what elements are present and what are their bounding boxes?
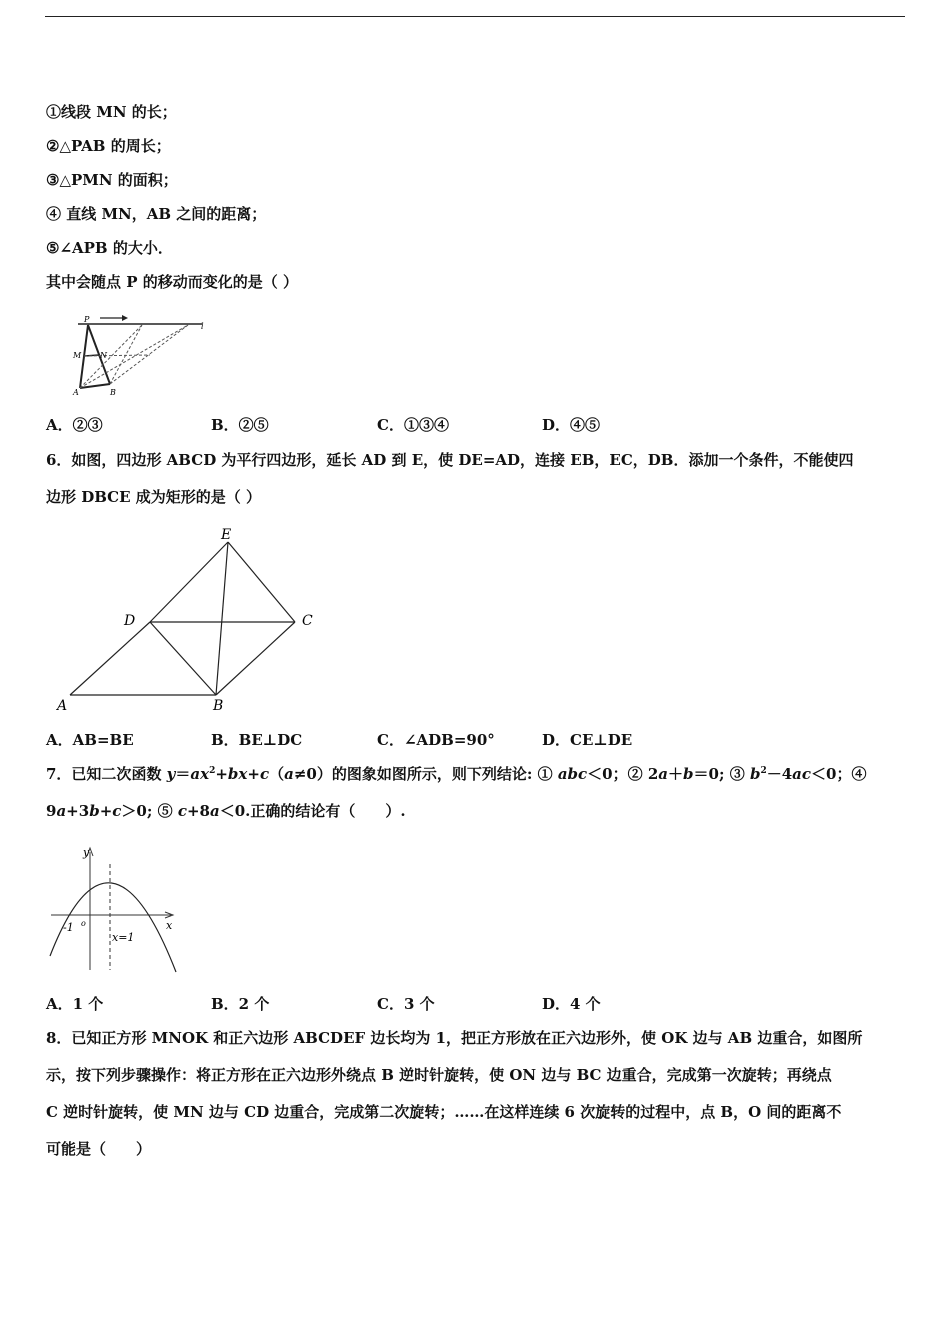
q5-option-d[interactable]: D．④⑤ xyxy=(542,416,601,434)
q7-l1-s13: abc xyxy=(557,765,588,783)
q7-label-axis: x=1 xyxy=(112,931,135,944)
q7-l2-s4: b xyxy=(89,802,100,820)
q8-line-2: 示，按下列步骤操作：将正方形在正六边形外绕点 B 逆时针旋转，使 ON 边与 BC 边重合，完成第一次旋转；再绕点 xyxy=(46,1066,832,1084)
q7-figure xyxy=(45,842,185,974)
q8-line-4: 可能是（ ） xyxy=(46,1140,152,1158)
q7-l1-s17: b xyxy=(683,765,694,783)
q7-l2-s1: 9 xyxy=(46,802,57,820)
q7-l1-s10: （ xyxy=(269,765,285,783)
q6-label-c: C xyxy=(302,613,313,629)
q7-option-b[interactable]: B．2 个 xyxy=(211,995,270,1013)
q7-l2-s2: a xyxy=(56,802,67,820)
q7-l1-s16: ＋ xyxy=(668,765,684,783)
q6-option-b[interactable]: B．BE⊥DC xyxy=(211,731,303,749)
header-rule xyxy=(45,16,905,17)
q7-label-x: x xyxy=(166,919,173,932)
q7-l1-s18: ＝0; ③ xyxy=(693,765,750,783)
q6-option-d[interactable]: D．CE⊥DE xyxy=(542,731,633,749)
q8-line-1: 8．已知正方形 MNOK 和正六边形 ABCDEF 边长均为 1，把正方形放在正六边形外，使 OK 边与 AB 边重合，如图所 xyxy=(46,1029,863,1047)
q5-item-4: ④ 直线 MN，AB 之间的距离； xyxy=(46,205,267,223)
q7-l1-s2: y xyxy=(166,765,176,783)
q7-l1-s3: ＝ xyxy=(175,765,191,783)
q5-question: 其中会随点 P 的移动而变化的是（ ） xyxy=(46,273,298,291)
q5-option-a[interactable]: A．②③ xyxy=(46,416,103,434)
q7-option-d[interactable]: D．4 个 xyxy=(542,995,601,1013)
q7-label-o: o xyxy=(81,919,86,928)
q7-l1-s22: ac xyxy=(792,765,812,783)
q7-l1-s21: －4 xyxy=(766,765,793,783)
q7-l2-s7: ＞0; ⑤ xyxy=(121,802,178,820)
q7-l2-s6: c xyxy=(112,802,122,820)
q7-line-2 xyxy=(46,801,406,821)
q7-l1-s23: ＜0；④ xyxy=(811,765,867,783)
q5-option-b[interactable]: B．②⑤ xyxy=(211,416,269,434)
q6-label-e: E xyxy=(221,527,232,543)
q6-option-c[interactable]: C．∠ADB=90° xyxy=(377,731,495,749)
q5-label-p: P xyxy=(84,315,90,324)
q7-label-y: y xyxy=(83,846,90,859)
q7-l1-s14: ＜0；② 2 xyxy=(587,765,659,783)
q5-figure xyxy=(70,312,210,398)
q7-l1-s12: ≠0）的图象如图所示，则下列结论: ① xyxy=(293,765,558,783)
q5-label-l: l xyxy=(201,322,204,331)
q6-label-d: D xyxy=(124,613,136,629)
q5-label-a: A xyxy=(73,388,79,397)
q6-figure xyxy=(50,525,330,720)
q5-item-3: ③△PMN 的面积； xyxy=(46,171,178,189)
q6-line-1: 6．如图，四边形 ABCD 为平行四边形，延长 AD 到 E，使 DE=AD，连接 EB，EC，DB．添加一个条件，不能使四 xyxy=(46,451,854,469)
q8-line-3: C 逆时针旋转，使 MN 边与 CD 边重合，完成第二次旋转；……在这样连续 6 次旋转的过程中，点 B，O 间的距离不 xyxy=(46,1103,842,1121)
q7-l1-s5: 2 xyxy=(209,766,216,776)
q5-item-5: ⑤∠APB 的大小． xyxy=(46,239,173,257)
q6-label-b: B xyxy=(213,698,224,714)
q7-l1-s20: 2 xyxy=(760,766,767,776)
q7-l1-s1: 7．已知二次函数 xyxy=(46,765,167,783)
q7-option-a[interactable]: A．1 个 xyxy=(46,995,104,1013)
q7-l1-s4: ax xyxy=(190,765,210,783)
q7-l1-s7: bx xyxy=(227,765,248,783)
q5-item-1: ①线段 MN 的长； xyxy=(46,103,177,121)
q7-l2-s11: ＜0.正确的结论有（ ）. xyxy=(219,802,406,820)
q6-option-a[interactable]: A．AB=BE xyxy=(46,731,134,749)
q7-label-neg1: -1 xyxy=(63,921,74,934)
q7-l1-s11: a xyxy=(284,765,294,783)
q7-l1-s8: + xyxy=(247,765,260,783)
q7-l1-s15: a xyxy=(658,765,669,783)
q7-l2-s8: c xyxy=(177,802,187,820)
q7-l2-s10: a xyxy=(209,802,220,820)
q7-l2-s9: +8 xyxy=(186,802,210,820)
q7-l1-s6: + xyxy=(215,765,228,783)
q7-l2-s5: + xyxy=(99,802,113,820)
q5-label-m: M xyxy=(73,351,82,360)
q5-label-n: N xyxy=(100,351,107,360)
q5-label-b: B xyxy=(110,388,116,397)
q5-item-2: ②△PAB 的周长； xyxy=(46,137,171,155)
q7-line-1 xyxy=(46,764,866,784)
q5-option-c[interactable]: C．①③④ xyxy=(377,416,449,434)
q6-line-2: 边形 DBCE 成为矩形的是（ ） xyxy=(46,488,262,506)
q7-l2-s3: +3 xyxy=(66,802,90,820)
q6-label-a: A xyxy=(57,698,68,714)
q7-l1-s19: b xyxy=(749,765,761,783)
q7-l1-s9: c xyxy=(259,765,270,783)
q7-option-c[interactable]: C．3 个 xyxy=(377,995,435,1013)
